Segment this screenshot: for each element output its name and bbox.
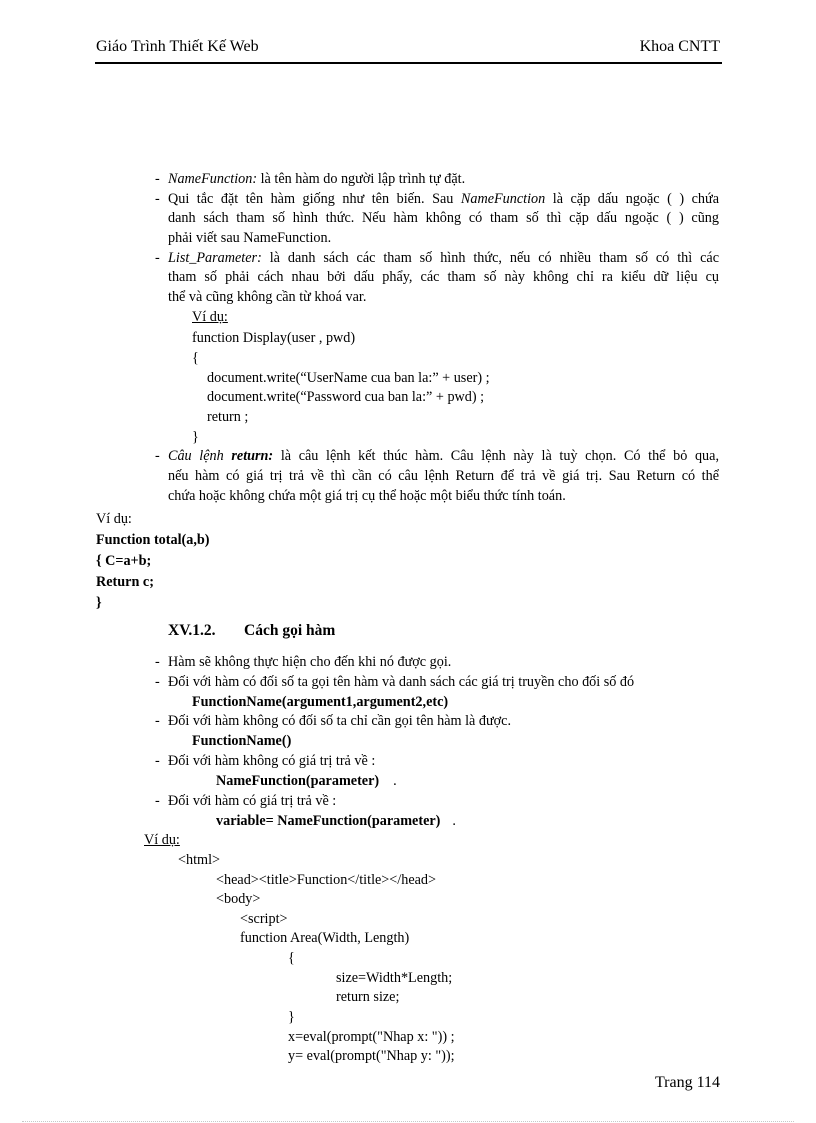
code-line: <script> — [240, 911, 288, 927]
bullet-return — [168, 447, 719, 465]
code-line: size=Width*Length; — [336, 970, 453, 986]
bullet-text: Đối với hàm có đối số ta gọi tên hàm và danh sách các giá trị truyền cho đối số đó — [168, 674, 635, 690]
code-line: document.write(“Password cua ban la:” + pwd) ; — [207, 389, 485, 405]
bullet-text: Qui tắc đặt tên hàm giống như tên biến. Sau — [168, 191, 461, 207]
bullet-continuation: thể và cũng không cần từ khoá var. — [168, 289, 367, 305]
code-line: <html> — [178, 852, 221, 868]
code-line: { — [288, 950, 295, 966]
code-line — [216, 772, 397, 790]
code-text: variable= NameFunction(parameter) — [216, 813, 441, 829]
code-line: FunctionName(argument1,argument2,etc) — [192, 694, 449, 710]
bullet-dash: - — [155, 793, 160, 809]
bullet-text: là tên hàm do người lập trình tự đặt. — [257, 171, 466, 187]
code-line: { C=a+b; — [96, 553, 152, 569]
bullet-dash: - — [155, 250, 160, 266]
code-line: return ; — [207, 409, 249, 425]
code-line: <head><title>Function</title></head> — [216, 872, 437, 888]
bullet-continuation: danh sách tham số hình thức. Nếu hàm không có tham số thì cặp dấu ngoặc ( ) cũng — [168, 210, 719, 226]
term-namefunction: NameFunction — [460, 191, 546, 207]
bullet-text: Đối với hàm không có giá trị trả về : — [168, 753, 376, 769]
bullet-text: Đối với hàm không có đối số ta chỉ cần gọi tên hàm là được. — [168, 713, 512, 729]
code-line: Return c; — [96, 574, 154, 590]
bullet-dash: - — [155, 171, 160, 187]
term-namefunction: NameFunction: — [168, 171, 258, 187]
bullet-dash: - — [155, 448, 160, 464]
bullet-continuation: tham số phải cách nhau bởi dấu phẩy, các tham số này không chỉ ra kiểu dữ liệu cụ — [168, 269, 719, 285]
header-divider — [95, 62, 722, 64]
term-list-parameter: List_Parameter: — [168, 250, 262, 266]
code-line: } — [96, 595, 102, 611]
code-line — [216, 812, 456, 830]
code-line: <body> — [216, 891, 261, 907]
code-line: function Display(user , pwd) — [192, 330, 356, 346]
section-number: XV.1.2. — [168, 622, 216, 639]
bullet-name-function — [168, 170, 465, 188]
code-line: function Area(Width, Length) — [240, 930, 410, 946]
section-heading — [168, 622, 335, 640]
bullet-text: Đối với hàm có giá trị trả về : — [168, 793, 337, 809]
term-cau-lenh: Câu lệnh — [168, 448, 232, 464]
header-title: Giáo Trình Thiết Kế Web — [96, 38, 259, 55]
code-line: { — [192, 350, 199, 366]
bullet-dash: - — [155, 753, 160, 769]
page-number: Trang 114 — [654, 1074, 720, 1091]
code-line: FunctionName() — [192, 733, 292, 749]
code-line: return size; — [336, 989, 400, 1005]
page-bottom-divider — [22, 1121, 794, 1122]
bullet-text: Hàm sẽ không thực hiện cho đến khi nó được gọi. — [168, 654, 452, 670]
bullet-list-parameter — [168, 249, 719, 267]
code-line: } — [192, 429, 199, 445]
bullet-continuation: nếu hàm có giá trị trả về thì cần có câu lệnh Return để trả về giá trị. Sau Return có thể — [168, 468, 719, 484]
bullet-dash: - — [155, 674, 160, 690]
bullet-continuation: phải viết sau NameFunction. — [168, 230, 332, 246]
code-dot: . — [393, 773, 397, 789]
section-title: Cách gọi hàm — [244, 622, 336, 639]
example-label: Ví dụ: — [96, 511, 132, 527]
example-label: Ví dụ: — [192, 309, 228, 325]
bullet-dash: - — [155, 713, 160, 729]
bullet-naming-rule — [168, 190, 719, 208]
bullet-continuation: chứa hoặc không chứa một giá trị cụ thể hoặc một biểu thức tính toán. — [168, 488, 566, 504]
term-return: return: — [231, 448, 274, 464]
bullet-text: là danh sách các tham số hình thức, nếu có nhiều tham số có thì các — [261, 250, 719, 266]
code-line: } — [288, 1009, 295, 1025]
code-line: document.write(“UserName cua ban la:” + user) ; — [207, 370, 490, 386]
code-line: Function total(a,b) — [96, 532, 210, 548]
bullet-text: là cặp dấu ngoặc ( ) chứa — [545, 191, 719, 207]
code-line: y= eval(prompt("Nhap y: ")); — [288, 1048, 455, 1064]
header-department: Khoa CNTT — [639, 38, 720, 55]
bullet-dash: - — [155, 654, 160, 670]
code-dot: . — [452, 813, 456, 829]
example-label: Ví dụ: — [144, 832, 180, 848]
code-text: NameFunction(parameter) — [216, 773, 380, 789]
bullet-text: là câu lệnh kết thúc hàm. Câu lệnh này là tuỳ chọn. Có thể bỏ qua, — [273, 448, 719, 464]
bullet-dash: - — [155, 191, 160, 207]
code-line: x=eval(prompt("Nhap x: ")) ; — [288, 1029, 455, 1045]
